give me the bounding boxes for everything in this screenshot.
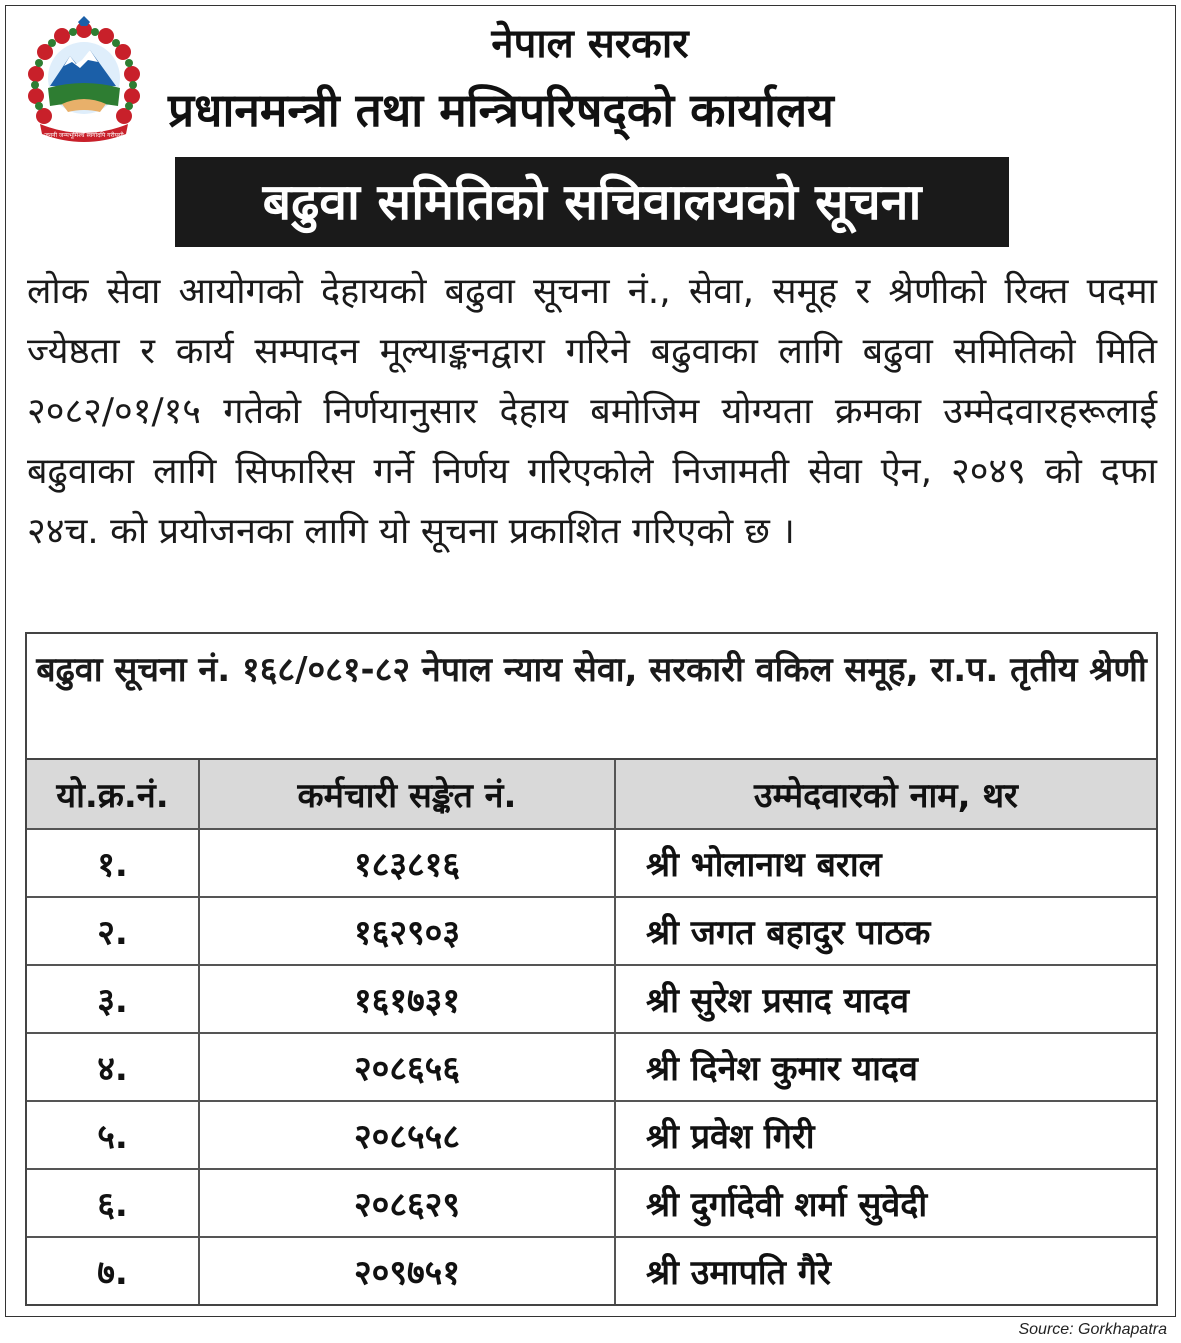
table-row [27,965,1156,1033]
cell-sn: १. [27,829,199,897]
cell-code: २०९७५१ [199,1237,615,1304]
cell-sn: ६. [27,1169,199,1237]
notice-title: बढुवा समितिको सचिवालयको सूचना [175,157,1009,247]
cell-sn: २. [27,897,199,965]
cell-name: श्री सुरेश प्रसाद यादव [615,965,1156,1033]
table-row [27,1169,1156,1237]
header-row [27,760,1156,829]
notice-paragraph: लोक सेवा आयोगको देहायको बढुवा सूचना नं., सेवा, समूह र श्रेणीको रिक्त पदमा ज्येष्ठता र कार्य सम्पादन मूल्याङ्कनद्वारा गरिने बढुवाका लागि बढुवा समितिको मिति २०८२/०१/१५ गतेको निर्णयानुसार देहाय बमोजिम योग्यता क्रमका उम्मेदवारहरूलाई बढुवाका लागि सिफारिस गर्ने निर्णय गरिएकोले निजामती सेवा ऐन, २०४९ को दफा २४च. को प्रयोजनका लागि यो सूचना प्रकाशित गरिएको छ । [27,271,1157,552]
cell-name: श्री दिनेश कुमार यादव [615,1033,1156,1101]
cell-code: १६१७३१ [199,965,615,1033]
column-header-sn: यो.क्र.नं. [27,760,199,829]
office-heading: प्रधानमन्त्री तथा मन्त्रिपरिषद्को कार्यालय [168,83,834,137]
cell-name: श्री भोलानाथ बराल [615,829,1156,897]
cell-sn: ४. [27,1033,199,1101]
table-row [27,1101,1156,1169]
cell-code: १८३८१६ [199,829,615,897]
table-row [27,1033,1156,1101]
column-header-code: कर्मचारी सङ्केत नं. [199,760,615,829]
candidate-table [25,632,1158,1306]
nepal-emblem-icon [18,16,150,150]
cell-name: श्री जगत बहादुर पाठक [615,897,1156,965]
government-heading: नेपाल सरकार [491,21,689,67]
results-table [27,760,1156,1304]
cell-sn: ५. [27,1101,199,1169]
table-row [27,829,1156,897]
cell-code: २०८६२९ [199,1169,615,1237]
cell-name: श्री दुर्गादेवी शर्मा सुवेदी [615,1169,1156,1237]
source-credit: Source: Gorkhapatra [1018,1321,1167,1338]
cell-code: २०८५५८ [199,1101,615,1169]
cell-code: २०८६५६ [199,1033,615,1101]
table-caption: बढुवा सूचना नं. १६८/०८१-८२ नेपाल न्याय सेवा, सरकारी वकिल समूह, रा.प. तृतीय श्रेणी [27,634,1156,760]
column-header-name: उम्मेदवारको नाम, थर [615,760,1156,829]
cell-name: श्री उमापति गैरे [615,1237,1156,1304]
table-row [27,1237,1156,1304]
svg-text:जननी जन्मभूमिश्च स्वर्गादपि गर: जननी जन्मभूमिश्च स्वर्गादपि गरीयसी [44,132,124,139]
table-row [27,897,1156,965]
cell-sn: ३. [27,965,199,1033]
cell-name: श्री प्रवेश गिरी [615,1101,1156,1169]
cell-sn: ७. [27,1237,199,1304]
cell-code: १६२९०३ [199,897,615,965]
